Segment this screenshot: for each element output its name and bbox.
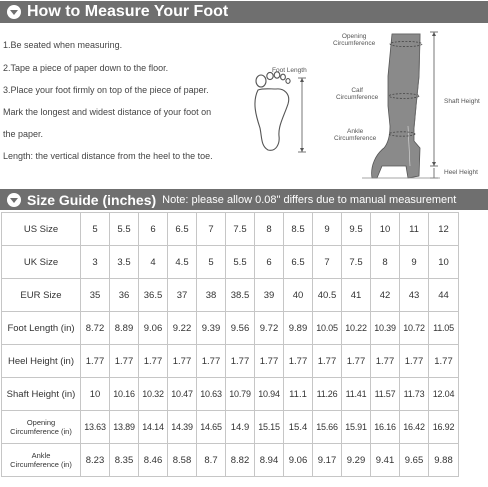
table-row bbox=[2, 411, 459, 444]
table-cell: 13.89 bbox=[110, 411, 139, 444]
table-cell: 1.77 bbox=[226, 345, 255, 378]
table-cell: 8.72 bbox=[81, 312, 110, 345]
table-row bbox=[2, 345, 459, 378]
table-cell: 10.63 bbox=[197, 378, 226, 411]
instruction-line: 3.Place your foot firmly on top of the piece of paper. bbox=[3, 85, 209, 95]
table-cell: 10.32 bbox=[139, 378, 168, 411]
table-cell: 37 bbox=[168, 279, 197, 312]
table-cell: 9.88 bbox=[429, 444, 459, 477]
boot-diagram-icon bbox=[322, 26, 488, 186]
table-cell: 1.77 bbox=[284, 345, 313, 378]
foot-outline-icon bbox=[248, 66, 328, 156]
heel-height-label: Heel Height bbox=[444, 169, 478, 176]
table-cell: 8.23 bbox=[81, 444, 110, 477]
table-cell: 9.17 bbox=[313, 444, 342, 477]
table-cell: 11.57 bbox=[371, 378, 400, 411]
table-cell: 38.5 bbox=[226, 279, 255, 312]
table-cell: 5.5 bbox=[226, 246, 255, 279]
row-header: Shaft Height (in) bbox=[2, 378, 81, 411]
chevron-down-icon bbox=[7, 193, 21, 207]
instruction-line: Mark the longest and widest distance of your foot on bbox=[3, 107, 212, 117]
table-cell: 10.16 bbox=[110, 378, 139, 411]
table-cell: 10.94 bbox=[255, 378, 284, 411]
table-cell: 15.4 bbox=[284, 411, 313, 444]
table-cell: 1.77 bbox=[197, 345, 226, 378]
table-cell: 14.39 bbox=[168, 411, 197, 444]
table-cell: 9.89 bbox=[284, 312, 313, 345]
table-row bbox=[2, 279, 459, 312]
table-cell: 12.04 bbox=[429, 378, 459, 411]
table-cell: 8.5 bbox=[284, 213, 313, 246]
table-cell: 6 bbox=[255, 246, 284, 279]
table-cell: 8 bbox=[255, 213, 284, 246]
table-cell: 7 bbox=[313, 246, 342, 279]
table-row bbox=[2, 213, 459, 246]
table-cell: 1.77 bbox=[313, 345, 342, 378]
size-guide-banner bbox=[0, 189, 488, 210]
table-cell: 9.65 bbox=[400, 444, 429, 477]
table-cell: 9.06 bbox=[139, 312, 168, 345]
table-cell: 11.26 bbox=[313, 378, 342, 411]
table-cell: 8.89 bbox=[110, 312, 139, 345]
table-cell: 1.77 bbox=[139, 345, 168, 378]
size-guide-title: Size Guide (inches) bbox=[27, 191, 157, 208]
table-cell: 9 bbox=[313, 213, 342, 246]
table-cell: 8.82 bbox=[226, 444, 255, 477]
row-header: EUR Size bbox=[2, 279, 81, 312]
table-cell: 14.9 bbox=[226, 411, 255, 444]
table-cell: 36 bbox=[110, 279, 139, 312]
table-cell: 40 bbox=[284, 279, 313, 312]
table-cell: 6 bbox=[139, 213, 168, 246]
table-cell: 15.15 bbox=[255, 411, 284, 444]
table-cell: 44 bbox=[429, 279, 459, 312]
table-cell: 8.46 bbox=[139, 444, 168, 477]
table-cell: 4 bbox=[139, 246, 168, 279]
table-cell: 15.91 bbox=[342, 411, 371, 444]
table-cell: 3 bbox=[81, 246, 110, 279]
size-guide-note: Note: please allow 0.08" differs due to manual measurement bbox=[162, 193, 457, 206]
table-cell: 10.39 bbox=[371, 312, 400, 345]
table-cell: 10.05 bbox=[313, 312, 342, 345]
table-cell: 7.5 bbox=[342, 246, 371, 279]
table-cell: 38 bbox=[197, 279, 226, 312]
table-cell: 1.77 bbox=[255, 345, 284, 378]
shaft-height-label: Shaft Height bbox=[444, 98, 480, 105]
table-cell: 36.5 bbox=[139, 279, 168, 312]
table-row bbox=[2, 444, 459, 477]
table-cell: 3.5 bbox=[110, 246, 139, 279]
table-cell: 6.5 bbox=[168, 213, 197, 246]
table-cell: 1.77 bbox=[81, 345, 110, 378]
table-cell: 9.56 bbox=[226, 312, 255, 345]
table-cell: 11 bbox=[400, 213, 429, 246]
table-cell: 43 bbox=[400, 279, 429, 312]
table-cell: 9.5 bbox=[342, 213, 371, 246]
table-cell: 42 bbox=[371, 279, 400, 312]
table-cell: 8.58 bbox=[168, 444, 197, 477]
table-cell: 1.77 bbox=[168, 345, 197, 378]
table-cell: 16.42 bbox=[400, 411, 429, 444]
instruction-line: 2.Tape a piece of paper down to the floor. bbox=[3, 63, 169, 73]
table-cell: 9.41 bbox=[371, 444, 400, 477]
table-cell: 8.7 bbox=[197, 444, 226, 477]
row-header: Opening Circumference (in) bbox=[2, 411, 81, 444]
ankle-circumference-label: Ankle Circumference bbox=[334, 128, 377, 142]
row-header: Heel Height (in) bbox=[2, 345, 81, 378]
table-cell: 5 bbox=[81, 213, 110, 246]
table-cell: 1.77 bbox=[110, 345, 139, 378]
size-guide-table bbox=[1, 212, 459, 477]
table-row bbox=[2, 378, 459, 411]
table-cell: 1.77 bbox=[342, 345, 371, 378]
table-cell: 10.47 bbox=[168, 378, 197, 411]
table-cell: 14.14 bbox=[139, 411, 168, 444]
chevron-down-icon bbox=[7, 5, 21, 19]
table-cell: 10 bbox=[81, 378, 110, 411]
row-header: Foot Length (in) bbox=[2, 312, 81, 345]
row-header: US Size bbox=[2, 213, 81, 246]
calf-circumference-label: Calf Circumference bbox=[336, 87, 379, 101]
table-cell: 10 bbox=[371, 213, 400, 246]
table-cell: 9.06 bbox=[284, 444, 313, 477]
table-cell: 7 bbox=[197, 213, 226, 246]
table-cell: 5 bbox=[197, 246, 226, 279]
table-cell: 9.29 bbox=[342, 444, 371, 477]
table-cell: 10.72 bbox=[400, 312, 429, 345]
foot-length-label: Foot Length bbox=[272, 67, 307, 74]
table-cell: 15.66 bbox=[313, 411, 342, 444]
table-cell: 10.79 bbox=[226, 378, 255, 411]
table-cell: 1.77 bbox=[429, 345, 459, 378]
table-cell: 1.77 bbox=[371, 345, 400, 378]
measure-banner bbox=[0, 1, 488, 23]
table-cell: 8 bbox=[371, 246, 400, 279]
table-cell: 9.39 bbox=[197, 312, 226, 345]
table-cell: 9 bbox=[400, 246, 429, 279]
table-cell: 8.94 bbox=[255, 444, 284, 477]
table-cell: 5.5 bbox=[110, 213, 139, 246]
table-cell: 10 bbox=[429, 246, 459, 279]
instruction-line: the paper. bbox=[3, 129, 44, 139]
table-row bbox=[2, 246, 459, 279]
table-cell: 9.72 bbox=[255, 312, 284, 345]
instruction-line: Length: the vertical distance from the heel to the toe. bbox=[3, 151, 213, 161]
instruction-line: 1.Be seated when measuring. bbox=[3, 40, 123, 50]
opening-circumference-label: Opening Circumference bbox=[333, 33, 376, 47]
table-cell: 16.92 bbox=[429, 411, 459, 444]
row-header: UK Size bbox=[2, 246, 81, 279]
table-cell: 10.22 bbox=[342, 312, 371, 345]
table-cell: 11.73 bbox=[400, 378, 429, 411]
table-cell: 11.05 bbox=[429, 312, 459, 345]
table-cell: 11.41 bbox=[342, 378, 371, 411]
table-cell: 11.1 bbox=[284, 378, 313, 411]
table-cell: 8.35 bbox=[110, 444, 139, 477]
table-cell: 14.65 bbox=[197, 411, 226, 444]
table-cell: 35 bbox=[81, 279, 110, 312]
table-cell: 39 bbox=[255, 279, 284, 312]
row-header: Ankle Circumference (in) bbox=[2, 444, 81, 477]
table-cell: 41 bbox=[342, 279, 371, 312]
table-row bbox=[2, 312, 459, 345]
table-cell: 7.5 bbox=[226, 213, 255, 246]
table-cell: 4.5 bbox=[168, 246, 197, 279]
table-cell: 6.5 bbox=[284, 246, 313, 279]
table-cell: 16.16 bbox=[371, 411, 400, 444]
table-cell: 1.77 bbox=[400, 345, 429, 378]
table-cell: 13.63 bbox=[81, 411, 110, 444]
table-cell: 9.22 bbox=[168, 312, 197, 345]
measure-title: How to Measure Your Foot bbox=[27, 3, 229, 20]
table-cell: 12 bbox=[429, 213, 459, 246]
table-cell: 40.5 bbox=[313, 279, 342, 312]
